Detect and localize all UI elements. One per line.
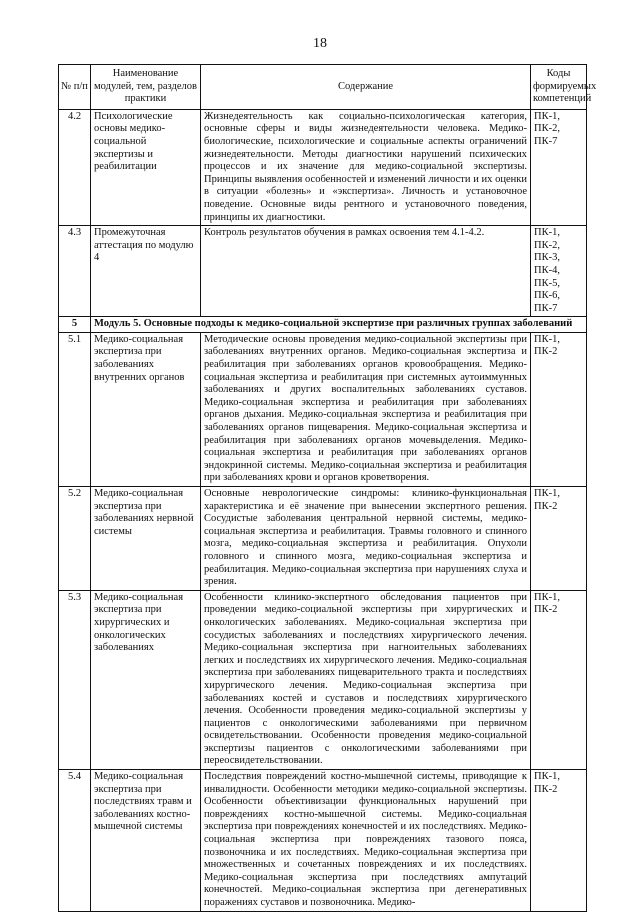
module-row xyxy=(59,317,587,333)
row-content: Жизнедеятельность как социально-психологическая категория, основные сферы и виды жизнедеятельности человека. Медико-биологические, психологические и социальные аспекты ограничений жизнедеятельности. Методы диагностики нарушений психических процессов и их значение для медико-социальной экспертизы. Принципы выявления особенностей и изменений личности и их оценки в ситуации «болезнь» и «экспертиза». Личность и установочное поведение. Основные виды рентного и установочного поведения, принципы их диагностики. xyxy=(201,109,531,225)
row-name: Медико-социальная экспертиза при хирургических и онкологических заболеваниях xyxy=(91,590,201,769)
row-num: 5.3 xyxy=(59,590,91,769)
row-name: Промежуточная аттестация по модулю 4 xyxy=(91,226,201,317)
row-content: Методические основы проведения медико-социальной экспертизы при заболеваниях внутренних органов. Медико-социальная экспертиза и реабилитация при заболеваниях органов кровообращения. Медико-социальная экспертиза и реабилитация при системных аутоиммунных заболеваниях и других воспалительных заболеваниях суставов. Медико-социальная экспертиза и реабилитация при заболеваниях органов дыхания. Медико-социальная экспертиза и реабилитация при заболеваниях органов пищеварения. Медико-социальная экспертиза и реабилитация при заболеваниях органов мочевыделения. Медико-социальная экспертиза и реабилитация при заболеваниях органов эндокринной системы. Медико-социальная экспертиза и реабилитация при заболеваниях крови и органов кроветворения. xyxy=(201,332,531,486)
header-name: Наименование модулей, тем, разделов практики xyxy=(91,65,201,110)
table-row xyxy=(59,226,587,317)
row-name: Медико-социальная экспертиза при заболеваниях внутренних органов xyxy=(91,332,201,486)
row-num: 5.2 xyxy=(59,487,91,591)
row-content: Последствия повреждений костно-мышечной системы, приводящие к инвалидности. Особенности методики медико-социальной экспертизы. Особенности объективизации функциональных нарушений при повреждениях костно-мышечной системы. Медико-социальная экспертиза при повреждениях конечностей и их последствиях. Медико-социальная экспертиза при повреждениях тазового пояса, позвоночника и их последствиях. Медико-социальная экспертиза при множественных и сочетанных повреждениях и их последствиях. Медико-социальная экспертиза при последствиях ампутаций конечностей. Медико-социальная экспертиза при дегенеративных поражениях суставов и позвоночника. Медико- xyxy=(201,770,531,912)
page-number: 18 xyxy=(313,36,327,51)
header-content: Содержание xyxy=(201,65,531,110)
table-row xyxy=(59,590,587,769)
curriculum-table xyxy=(58,64,597,912)
row-content: Особенности клинико-экспертного обследования пациентов при проведении медико-социальной экспертизы при хирургических и онкологических заболеваниях. Медико-социальная экспертиза при сосудистых заболеваниях и последствиях хирургического лечения. Медико-социальная экспертиза при нагноительных заболеваниях легких и последствиях их хирургического лечения. Медико-социальная экспертиза при заболеваниях пищеварительного тракта и последствиях хирургического лечения. Медико-социальная экспертиза при заболеваниях костей и суставов и последствиях хирургического лечения. Особенности проведения медико-социальной экспертизы у пациентов с онкологическими заболеваниями при первичном освидетельствовании. Особенности проведения медико-социальной экспертизы пациентов с онкологическими заболеваниями при переосвидетельствовании. xyxy=(201,590,531,769)
row-num: 4.3 xyxy=(59,226,91,317)
row-codes: ПК-1, ПК-2 xyxy=(531,487,587,591)
row-content: Контроль результатов обучения в рамках освоения тем 4.1-4.2. xyxy=(201,226,531,317)
row-num: 4.2 xyxy=(59,109,91,225)
row-codes: ПК-1, ПК-2 xyxy=(531,590,587,769)
row-num: 5.1 xyxy=(59,332,91,486)
module-num: 5 xyxy=(59,317,91,333)
header-num: № п/п xyxy=(59,65,91,110)
row-codes: ПК-1, ПК-2, ПК-3, ПК-4, ПК-5, ПК-6, ПК-7 xyxy=(531,226,587,317)
row-name: Медико-социальная экспертиза при заболеваниях нервной системы xyxy=(91,487,201,591)
row-codes: ПК-1, ПК-2 xyxy=(531,332,587,486)
table-header-row xyxy=(59,65,587,110)
row-num: 5.4 xyxy=(59,770,91,912)
row-name: Медико-социальная экспертиза при последствиях травм и заболеваниях костно-мышечной системы xyxy=(91,770,201,912)
table-row xyxy=(59,770,587,912)
header-codes: Коды формируемых компетенций xyxy=(531,65,587,110)
table-row xyxy=(59,109,587,225)
row-codes: ПК-1, ПК-2, ПК-7 xyxy=(531,109,587,225)
row-name: Психологические основы медико-социальной экспертизы и реабилитации xyxy=(91,109,201,225)
row-content: Основные неврологические синдромы: клинико-функциональная характеристика и её значение при вынесении экспертного решения. Сосудистые заболевания центральной нервной системы, медико-социальная экспертиза и реабилитация. Травмы головного и спинного мозга, медико-социальная экспертиза и реабилитация. Опухоли головного и спинного мозга, медико-социальная экспертиза и реабилитация. Медико-социальная экспертиза при нарушениях слуха и зрения. xyxy=(201,487,531,591)
table-row xyxy=(59,332,587,486)
table-row xyxy=(59,487,587,591)
row-codes: ПК-1, ПК-2 xyxy=(531,770,587,912)
module-title: Модуль 5. Основные подходы к медико-социальной экспертизе при различных группах заболеваний xyxy=(91,317,587,333)
